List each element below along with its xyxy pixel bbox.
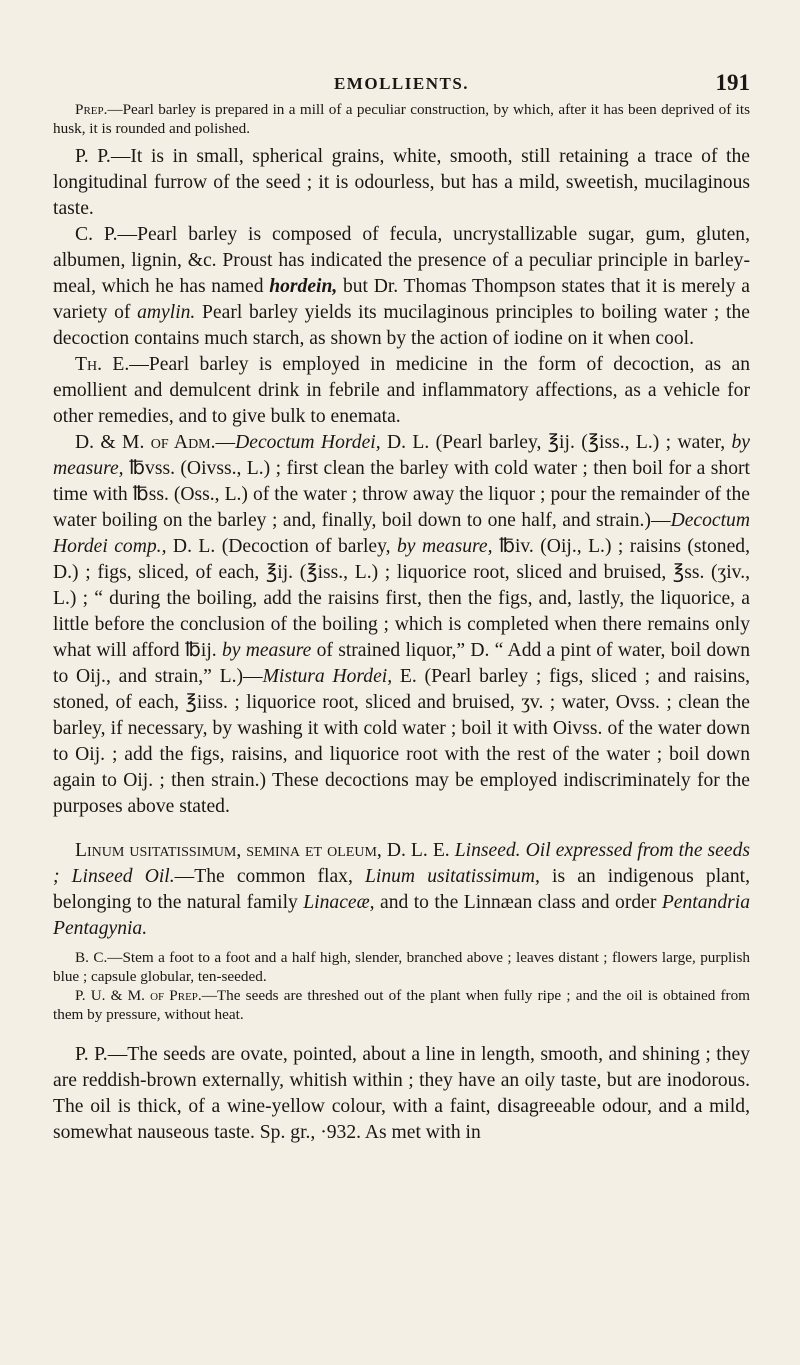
text-run: —Pearl barley is prepared in a mill of a peculiar construction, by which, after it has been deprived of its husk, it is rounded and polished. <box>53 101 750 137</box>
text-run: D. L. E. <box>381 840 455 861</box>
text-run: by measure <box>221 640 312 661</box>
text-run: B. C.—Stem a foot to a foot and a half high, slender, branched above ; leaves distant ; flowers large, purplish blue ; capsule globular, ten-seeded. <box>53 949 750 985</box>
text-run: amylin. <box>137 302 196 323</box>
text-run: Decoctum Hordei, <box>235 432 381 453</box>
text-run: —The common flax, <box>174 866 365 887</box>
text-run: D. L. (Pearl barley, ℥ij. (℥iss., L.) ; water, <box>380 432 732 453</box>
paragraph <box>53 100 750 138</box>
page-header <box>53 0 750 100</box>
text-run: Pearl barley yields its mucilaginous principles to boiling water ; the decoction contains much starch, as shown by the action of iodine on it when cool. <box>53 302 750 349</box>
text-run: —The seeds are threshed out of the plant when fully ripe ; and the oil is obtained from them by pressure, without heat. <box>53 987 750 1023</box>
text-run: P. U. & M. <box>75 987 151 1004</box>
text-run: by measure, <box>397 536 493 557</box>
text-run: Linseed. Oil expressed from the seeds ; Linseed Oil. <box>53 840 750 887</box>
text-run: and to the Linnæan class and order <box>374 892 662 913</box>
text-run: Mistura Hordei, <box>262 666 393 687</box>
text-run: D. L. (Decoction of barley, <box>166 536 397 557</box>
text-run: by measure, <box>53 432 750 479</box>
running-head: EMOLLIENTS. <box>333 74 470 93</box>
text-run: P. P.—It is in small, spherical grains, white, smooth, still retaining a trace of the longitudinal furrow of the seed ; it is odourless, but has a mild, sweetish, mucilaginous taste. <box>53 146 750 219</box>
paragraph <box>53 1042 750 1146</box>
text-run: of Prep. <box>150 987 202 1004</box>
text-run: — <box>215 432 236 453</box>
paragraph <box>53 986 750 1024</box>
text-run: Pentandria Pentagynia. <box>53 892 750 939</box>
paragraph <box>53 222 750 352</box>
paragraph <box>53 838 750 942</box>
text-run: Linum usitatissimum, <box>365 866 540 887</box>
text-run: P. P.—The seeds are ovate, pointed, about a line in length, smooth, and shining ; they are reddish-brown externally, whitish within ; they have an oily taste, but are inodorous. The oil is thick, of a wine-yellow colour, with a faint, disagreeable odour, and a mild, somewhat nauseous taste. Sp. gr., ·932. As met with in <box>53 1044 750 1143</box>
text-run: of Adm. <box>150 432 216 453</box>
text-run: hordein, <box>269 276 338 297</box>
text-run: Decoctum Hordei comp., <box>53 510 750 557</box>
body-text <box>53 100 750 1146</box>
text-run: Linaceæ, <box>303 892 375 913</box>
text-run: E. (Pearl barley ; figs, sliced ; and raisins, stoned, of each, ℥iiss. ; liquorice root, sliced and bruised, ʒv. ; water, Ovss. ; clean the barley, if necessary, by washing it with cold water ; boil it with Oivss. of the water down to Oij. ; add the figs, raisins, and liquorice root with the rest of the water ; boil down again to Oij. ; then strain.) These decoctions may be employed indiscriminately for the purposes above stated. <box>53 666 750 817</box>
text-run: is an indigenous plant, belonging to the natural family <box>53 866 750 913</box>
text-run: D. & M. <box>75 432 151 453</box>
paragraph <box>53 430 750 820</box>
paragraph <box>53 948 750 986</box>
paragraph <box>53 144 750 222</box>
text-run: but Dr. Thomas Thompson states that it is merely a variety of <box>53 276 750 323</box>
page-number: 191 <box>715 70 750 95</box>
text-run: Prep. <box>75 101 108 118</box>
text-run: Linum usitatissimum, semina et oleum, <box>75 840 382 861</box>
text-run: of strained liquor,” D. “ Add a pint of water, boil down to Oij., and strain,” L.)— <box>53 640 751 687</box>
text-run: C. P.—Pearl barley is composed of fecula, uncrystallizable sugar, gum, gluten, albumen, lignin, &c. Proust has indicated the presence of a peculiar principle in barley-meal, which he has named <box>53 224 750 297</box>
paragraph <box>53 352 750 430</box>
text-run: —Pearl barley is employed in medicine in the form of decoction, as an emollient and demulcent drink in febrile and inflammatory affections, as a vehicle for other remedies, and to give bulk to enemata. <box>53 354 750 427</box>
text-run: Th. E. <box>75 354 130 375</box>
text-run: ℔vss. (Oivss., L.) ; first clean the barley with cold water ; then boil for a short time with ℔ss. (Oss., L.) of the water ; throw away the liquor ; pour the remainder of the water boiling on the barley ; and, finally, boil down to one half, and strain.)— <box>53 458 750 531</box>
text-run: ℔iv. (Oij., L.) ; raisins (stoned, D.) ; figs, sliced, of each, ℥ij. (℥iss., L.) ; liquorice root, sliced and bruised, ℥ss. (ʒiv., L.) ; “ during the boiling, add the raisins first, then the figs, and, lastly, the liquorice, a little before the conclusion of the boiling ; which is completed when there remains only what will afford ℔ij. <box>53 536 750 661</box>
